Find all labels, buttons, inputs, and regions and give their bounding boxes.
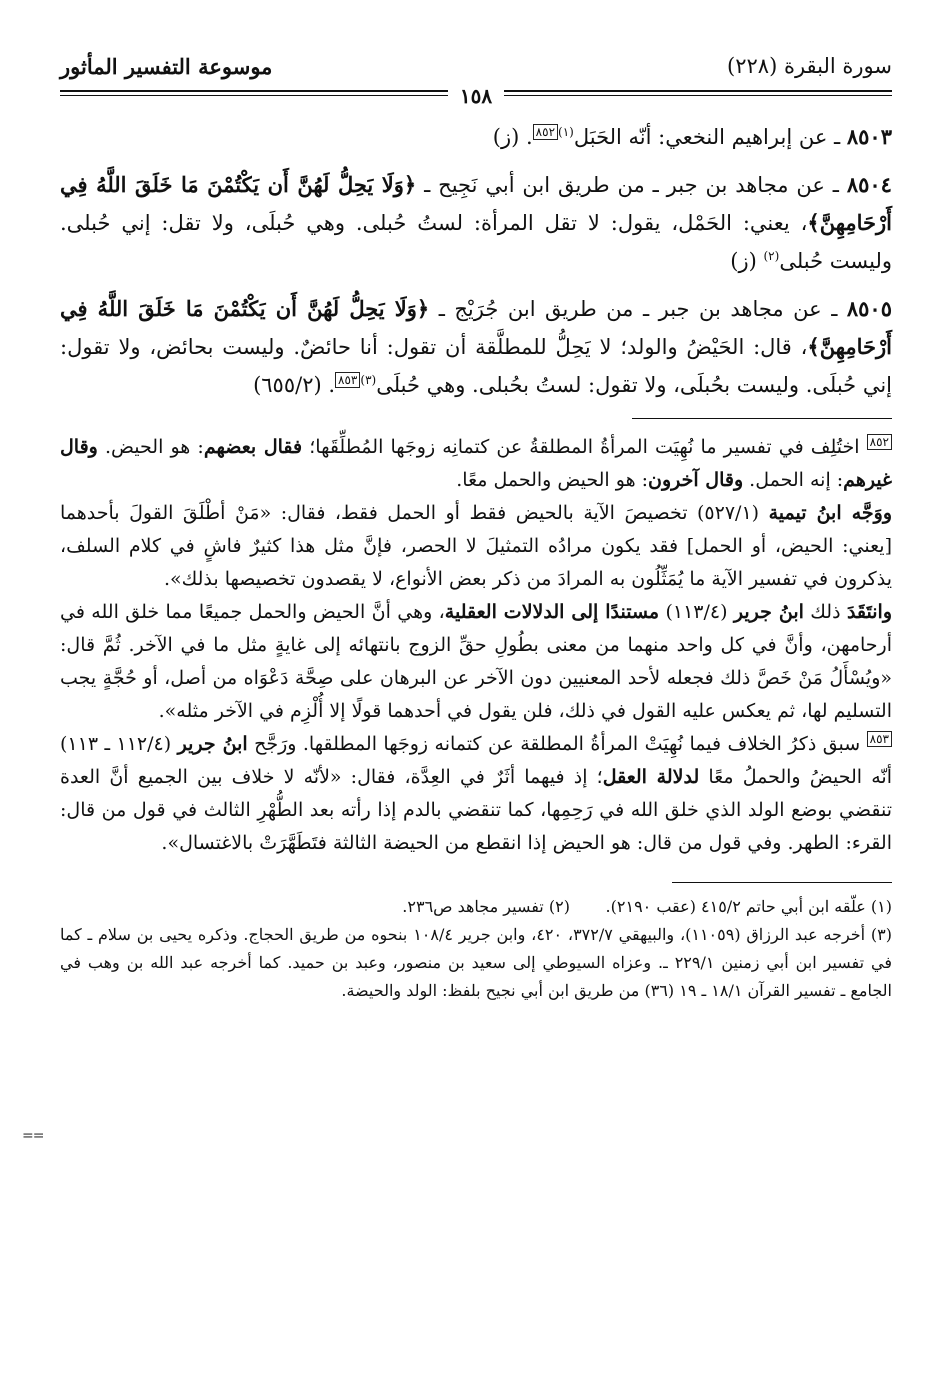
commentary-section <box>60 431 892 860</box>
entry-tail: . (ز) <box>492 125 533 149</box>
commentary-bold: ووَجَّه <box>841 502 892 524</box>
commentary-separator <box>632 418 892 419</box>
footnote-marker: (٢) <box>763 249 780 263</box>
commentary-text: : إنه الحمل. <box>743 469 844 491</box>
commentary-ref-badge: ٨٥٣ <box>335 372 360 388</box>
entry-text: ، قال: الحَيْضُ والولد؛ لا يَحِلُّ للمطلَّقة أن تقول: أنا حائضٌ. وليست بحائض، ولا تقول: إني حُبلَى. وليست بحُبلَى، ولا تقول: لستُ بحُبلى. وهي حُبلَى <box>60 335 892 397</box>
entry-text: ـ عن مجاهد بن جبر ـ من طريق ابن أبي نَجِيح ـ <box>424 173 839 197</box>
commentary-ref-badge: ٨٥٢ <box>533 124 558 140</box>
footnotes <box>60 893 892 1005</box>
footnote-line <box>60 893 892 921</box>
commentary-bold: وقال آخرون <box>648 469 744 491</box>
entry-number: ٨٥٠٣ <box>846 124 892 149</box>
footnote-separator <box>672 882 892 883</box>
main-text <box>60 118 892 404</box>
quran-verse: ﴿وَلَا يَحِلُّ لَهُنَّ أَن يَكْتُمْنَ مَا خَلَقَ اللَّهُ فِي أَرْحَامِهِنَّ﴾ <box>60 296 892 359</box>
commentary-text: ؛ إذ فيهما أثَرٌ في العِدَّة، فقال: «لأنّه لا خلاف بين الجميع أنَّ العدة تنقضي بوضع الولد الذي خلق الله في رَحِمِها، كما تنقضي بالدم إذا رأته بعد الطُّهْرِ الثالث في قول من قال: القرء: الطهر. وفي قول من قال: هو الحيض إذا انقطع من الحيضة الثالثة فتَطَهَّرَتْ بالاغتسال». <box>60 766 892 854</box>
entry-text: ، يعني: الحَمْل، يقول: لا تقل المرأة: لستُ حُبلى. وهي حُبلَى، ولا تقل: إني حُبلى. وليست حُبلى <box>60 211 892 273</box>
commentary-853 <box>60 728 892 860</box>
entry-text: ـ عن مجاهد بن جبر ـ من طريق ابن جُرَيْج ـ <box>438 297 838 321</box>
entry-tail: (ز) <box>730 249 764 273</box>
page-number-wrap <box>60 84 892 108</box>
footnote-marker: (١) <box>558 125 574 139</box>
commentary-text: سبق ذكرُ الخلاف فيما نُهِيَتْ المرأةُ المطلقة عن كتمانه زوجَها المطلقها. ورَجَّح <box>247 733 867 755</box>
commentary-text: (١١٣/٤) <box>659 601 734 623</box>
footnote-3: (٣) أخرجه عبد الرزاق (١١٠٥٩)، والبيهقي ٣٧٢/٧، ٤٢٠، وابن جرير ١٠٨/٤ بنحوه من طريق الحجاج. وذكره يحيى بن سلام ـ كما في تفسير ابن أبي زمنين ٢٢٩/١ ـ. وعزاه السيوطي إلى سعيد بن منصور، وعبد بن حميد. كما أخرجه عبد الله بن وهب في الجامع ـ تفسير القرآن ١٨/١ ـ ١٩ (٣٦) من طريق ابن أبي نجيح بلفظ: الولد والحيضة. <box>60 925 892 1000</box>
commentary-text: : هو الحيض والحمل معًا. <box>456 469 649 491</box>
entry-number: ٨٥٠٥ <box>846 296 892 321</box>
commentary-ref-badge: ٨٥٢ <box>867 434 892 450</box>
margin-mark: == <box>22 1128 44 1144</box>
book-title: موسوعة التفسير المأثور <box>60 54 273 79</box>
book-page <box>60 40 892 1005</box>
commentary-text: ذلك <box>803 601 847 623</box>
commentary-text: (٥٢٧/١) تخصيصَ الآية بالحيض فقط أو الحمل فقط، فقال: «مَنْ أطْلَقَ القولَ بأحدهما [يعني: الحيض، أو الحمل] فقد يكون مرادُه التمثيلَ لا الحصر، فإنَّ مثل هذا كثيرٌ فاشٍ في كلام السلف، يذكرون في تفسير الآية ما يُمَثِّلُون به المرادَ من ذكر بعض الأنواع، لا يقصدون تخصيصها بذلك». <box>60 502 892 590</box>
entry-8504 <box>60 166 892 280</box>
commentary-ref-badge: ٨٥٣ <box>867 731 892 747</box>
commentary-paragraph <box>60 497 892 596</box>
surah-header: سورة البقرة (٢٢٨) <box>727 54 892 78</box>
commentary-text: : هو الحيض. <box>97 436 204 458</box>
entry-8505 <box>60 290 892 404</box>
commentary-852 <box>60 431 892 497</box>
entry-8503 <box>60 118 892 156</box>
commentary-text: ، وهي أنَّ الحيض والحمل جميعًا مما خلق الله في أرحامهن، وأنَّ في كل واحد منهما من معنى بطُولِ حقِّ الزوج بانتهائه إلى غايةٍ مثل ما في الآخر. ثُمَّ قال: «ويُسْأَلُ مَنْ خَصَّ ذلك فجعله لأحد المعنيين دون الآخر عن البرهان على صِحَّة دَعْوَاه من أصل، أو حُجَّةٍ يجب التسليم لها، ثم يعكس عليه القول في ذلك، فلن يقول في أحدهما قولًا إلا أُلْزِم في الآخر مثله». <box>60 601 892 722</box>
footnote-2: (٢) تفسير مجاهد ص٢٣٦. <box>402 897 570 916</box>
commentary-bold: مستندًا إلى الدلالات العقلية <box>444 601 660 623</box>
commentary-bold: ابنُ جرير <box>177 733 248 755</box>
commentary-bold: ابنُ جرير <box>733 601 804 623</box>
page-number: ١٥٨ <box>448 84 504 108</box>
quran-verse: ﴿وَلَا يَحِلُّ لَهُنَّ أَن يَكْتُمْنَ مَا خَلَقَ اللَّهُ فِي أَرْحَامِهِنَّ﴾ <box>60 172 892 235</box>
commentary-paragraph <box>60 596 892 728</box>
footnote-marker: (٣) <box>360 373 377 387</box>
footnote-1: (١) علّقه ابن أبي حاتم ٤١٥/٢ (عقب ٢١٩٠). <box>605 897 892 916</box>
commentary-bold: فقال بعضهم <box>203 436 303 458</box>
entry-tail: . (٦٥٥/٢) <box>253 373 336 397</box>
entry-number: ٨٥٠٤ <box>846 172 892 197</box>
commentary-bold: لدلالة العقل <box>602 766 700 788</box>
entry-text: ـ عن إبراهيم النخعي: أنّه الحَبَل <box>573 125 841 149</box>
commentary-text: اختُلِف في تفسير ما نُهِيَت المرأةُ المطلقةُ عن كتمانِه زوجَها المُطلِّقَها؛ <box>302 436 867 458</box>
commentary-bold: وقال غيرهم <box>60 436 892 491</box>
page-header <box>60 40 892 108</box>
commentary-bold: وانتَقَدَ <box>846 601 892 623</box>
commentary-bold: ابنُ تيمية <box>768 502 842 524</box>
commentary-text: (١١٢/٤ ـ ١١٣) أنّه الحيضُ والحملُ معًا <box>60 733 892 788</box>
